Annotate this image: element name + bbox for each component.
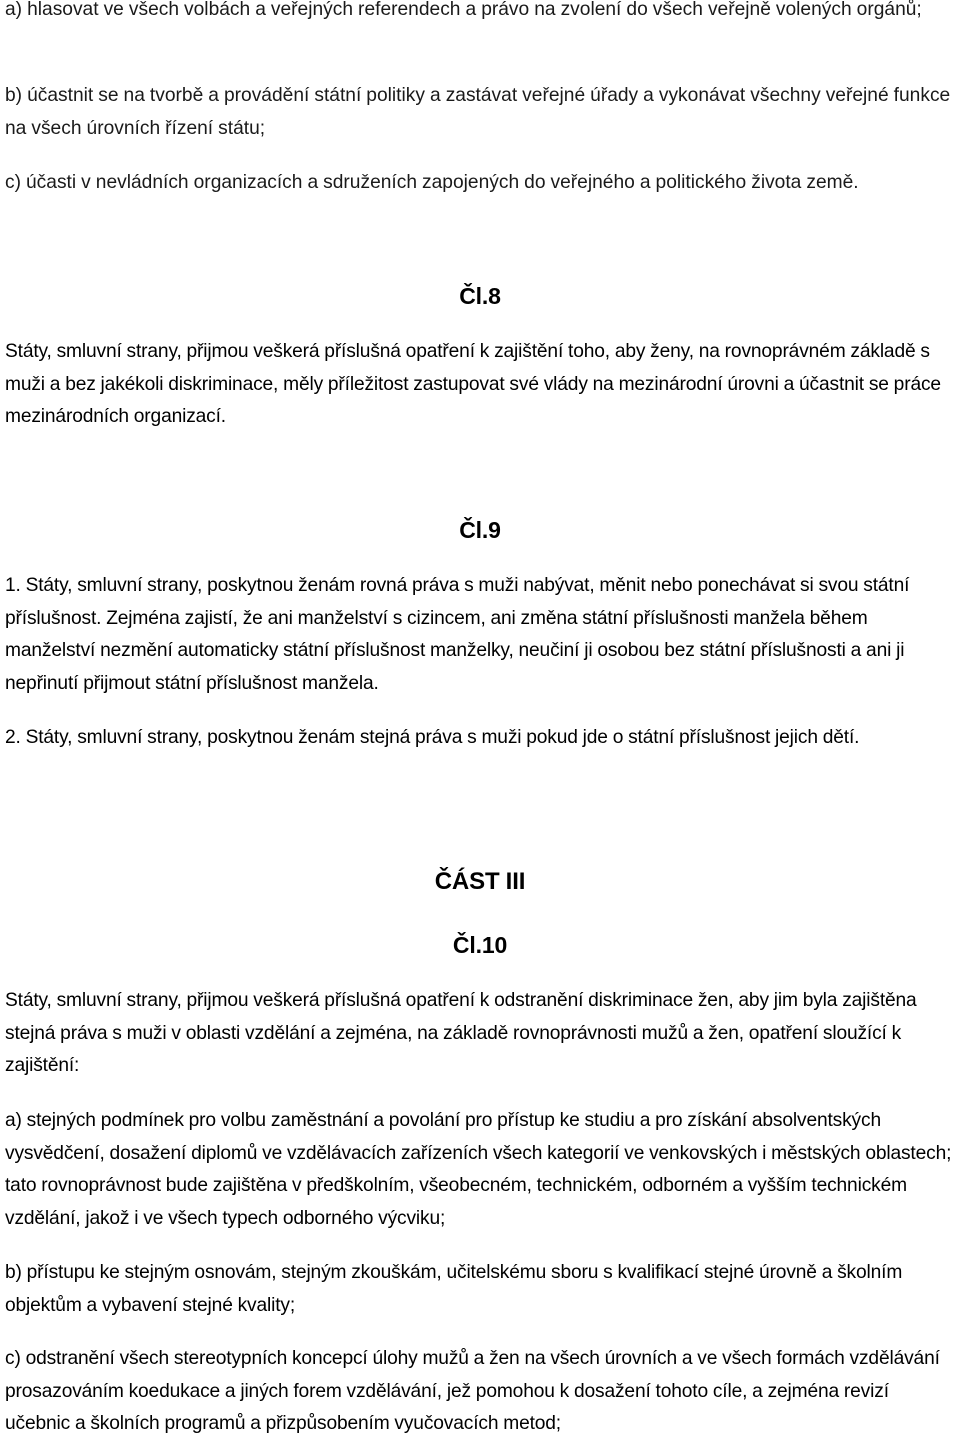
item-c-organizations: c) účasti v nevládních organizacích a sdruženích zapojených do veřejného a politického života země. <box>5 172 859 193</box>
item-b-policy: b) účastnit se na tvorbě a provádění státní politiky a zastávat veřejné úřady a vykonávat všechny veřejné funkce na všech úrovních řízení státu; <box>5 85 951 139</box>
article-10-item-b: b) přístupu ke stejným osnovám, stejným zkouškám, učitelskému sboru s kvalifikací stejné úrovně a školním objektům a vybavení stejné kvality; <box>5 1262 903 1316</box>
part-3-heading: ČÁST III <box>434 868 526 895</box>
article-8-heading: Čl.8 <box>459 283 501 309</box>
article-8-text: Státy, smluvní strany, přijmou veškerá příslušná opatření k zajištění toho, aby ženy, na rovnoprávném základě s muži a bez jakékoli diskriminace, měly příležitost zastupovat své vlády na mezinárodní úrovni a účastnit se práce mezinárodních organizací. <box>5 341 941 428</box>
article-10-intro: Státy, smluvní strany, přijmou veškerá příslušná opatření k odstranění diskriminace žen, aby jim byla zajištěna stejná práva s muži v oblasti vzdělání a zejména, na základě rovnoprávnosti mužů a žen, opatření sloužící k zajištění: <box>5 990 917 1077</box>
article-10-heading: Čl.10 <box>452 932 508 958</box>
article-10-item-a: a) stejných podmínek pro volbu zaměstnání a povolání pro přístup ke studiu a pro získání absolventských vysvědčení, dosažení diplomů ve vzdělávacích zařízeních všech kategorií ve venkovských i městských oblastech; tato rovnoprávnost bude zajištěna v předškolním, všeobecném, technickém, odborném a vyšším technickém vzdělání, jakož i ve všech typech odborného výcviku; <box>5 1110 952 1229</box>
article-9-paragraph-1: 1. Státy, smluvní strany, poskytnou ženám rovná práva s muži nabývat, měnit nebo ponechávat si svou státní příslušnost. Zejména zajistí, že ani manželství s cizincem, ani změna státní příslušnosti manžela během manželství nezmění automaticky státní příslušnost manželky, neučiní ji osobou bez státní příslušnosti a ani ji nepřinutí přijmout státní příslušnost manžela. <box>5 575 910 694</box>
article-10-item-c: c) odstranění všech stereotypních koncepcí úlohy mužů a žen na všech úrovních a ve všech formách vzdělávání prosazováním koedukace a jiných forem vzdělávání, jež pomohou k dosažení tohoto cíle, a zejména revizí učebnic a školních programů a přizpůsobením vyučovacích metod; <box>5 1348 940 1435</box>
item-a-vote: a) hlasovat ve všech volbách a veřejných referendech a právo na zvolení do všech veřejně volených orgánů; <box>5 0 922 20</box>
article-9-heading: Čl.9 <box>459 517 501 543</box>
article-9-paragraph-2: 2. Státy, smluvní strany, poskytnou ženám stejná práva s muži pokud jde o státní příslušnost jejich dětí. <box>5 727 860 748</box>
